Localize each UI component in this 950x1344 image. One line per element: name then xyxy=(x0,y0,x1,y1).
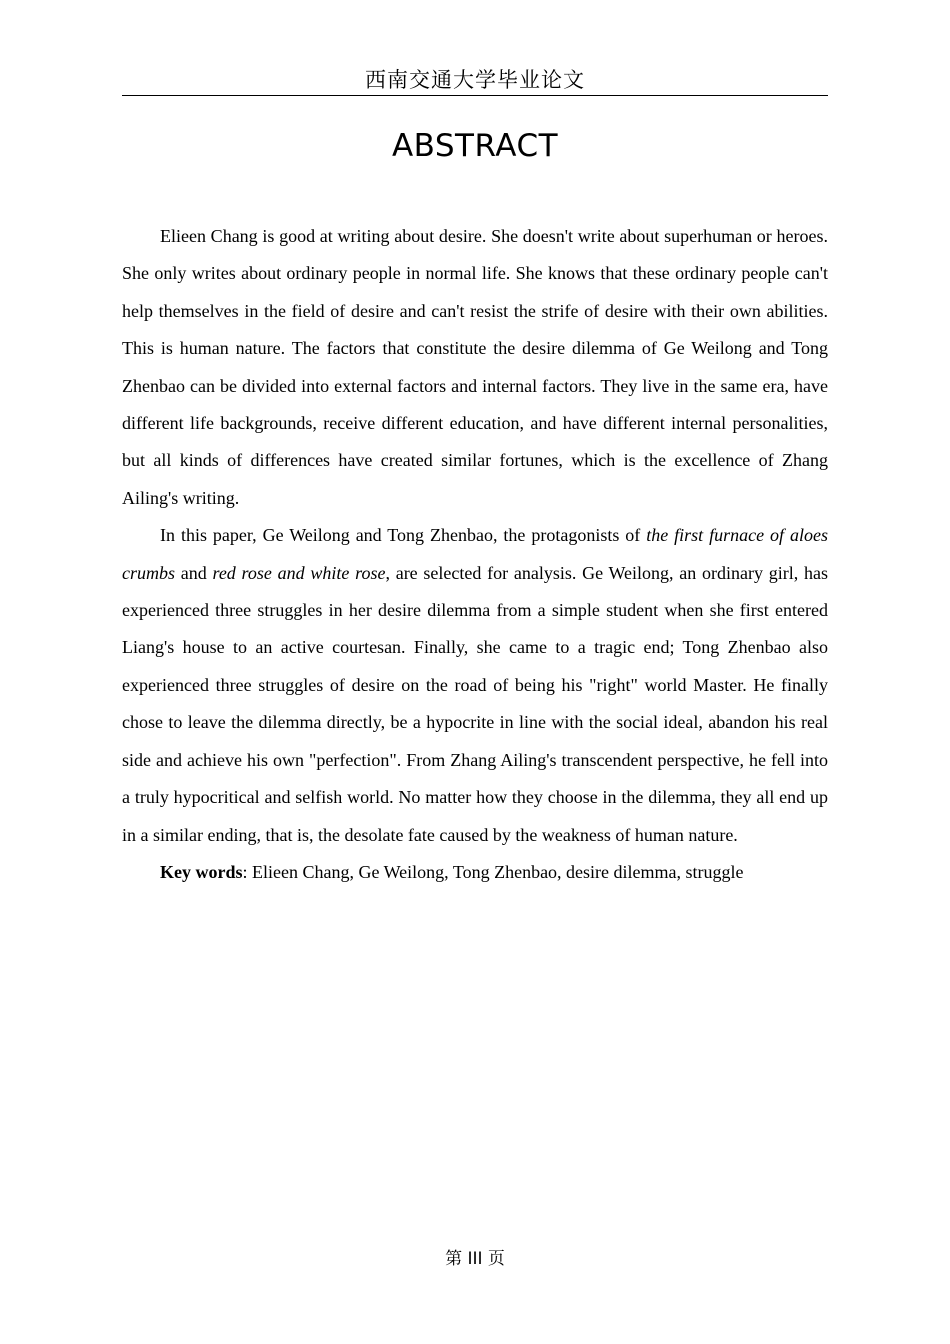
abstract-paragraph-2 xyxy=(122,517,828,854)
keywords-label: Key words xyxy=(160,861,243,882)
page-header-title: 西南交通大学毕业论文 xyxy=(365,68,585,92)
abstract-body xyxy=(122,218,828,891)
keywords-text: : Elieen Chang, Ge Weilong, Tong Zhenbao, desire dilemma, struggle xyxy=(242,861,744,882)
keywords-line xyxy=(122,854,828,891)
paragraph-2-text-2: and xyxy=(175,562,213,583)
work-title-1: the first furnace of aloes crumbs xyxy=(122,525,829,583)
abstract-heading: ABSTRACT xyxy=(391,128,559,164)
work-title-2: red rose and white rose xyxy=(212,562,386,583)
header-divider xyxy=(122,95,828,96)
page-number: 第 III 页 xyxy=(445,1249,505,1269)
abstract-paragraph-1: Elieen Chang is good at writing about desire. She doesn't write about superhuman or heroes. She only writes about ordinary people in normal life. She knows that these ordinary people can't help themselves in the field of desire and can't resist the strife of desire with their own abilities. This is human nature. The factors that constitute the desire dilemma of Ge Weilong and Tong Zhenbao can be divided into external factors and internal factors. They live in the same era, have different life backgrounds, receive different education, and have different internal personalities, but all kinds of differences have created similar fortunes, which is the excellence of Zhang Ailing's writing. xyxy=(122,226,828,508)
paragraph-2-text-1: In this paper, Ge Weilong and Tong Zhenbao, the protagonists of xyxy=(160,525,647,546)
paragraph-2-text-3: , are selected for analysis. Ge Weilong, an ordinary girl, has experienced three struggles in her desire dilemma from a simple student when she first entered Liang's house to an active courtesan. Finally, she came to a tragic end; Tong Zhenbao also experienced three struggles of desire on the road of being his "right" world Master. He finally chose to leave the dilemma directly, be a hypocrite in line with the social ideal, abandon his real side and achieve his own "perfection". From Zhang Ailing's transcendent perspective, he fell into a truly hypocritical and selfish world. No matter how they choose in the dilemma, they all end up in a similar ending, that is, the desolate fate caused by the weakness of human nature. xyxy=(122,562,828,845)
